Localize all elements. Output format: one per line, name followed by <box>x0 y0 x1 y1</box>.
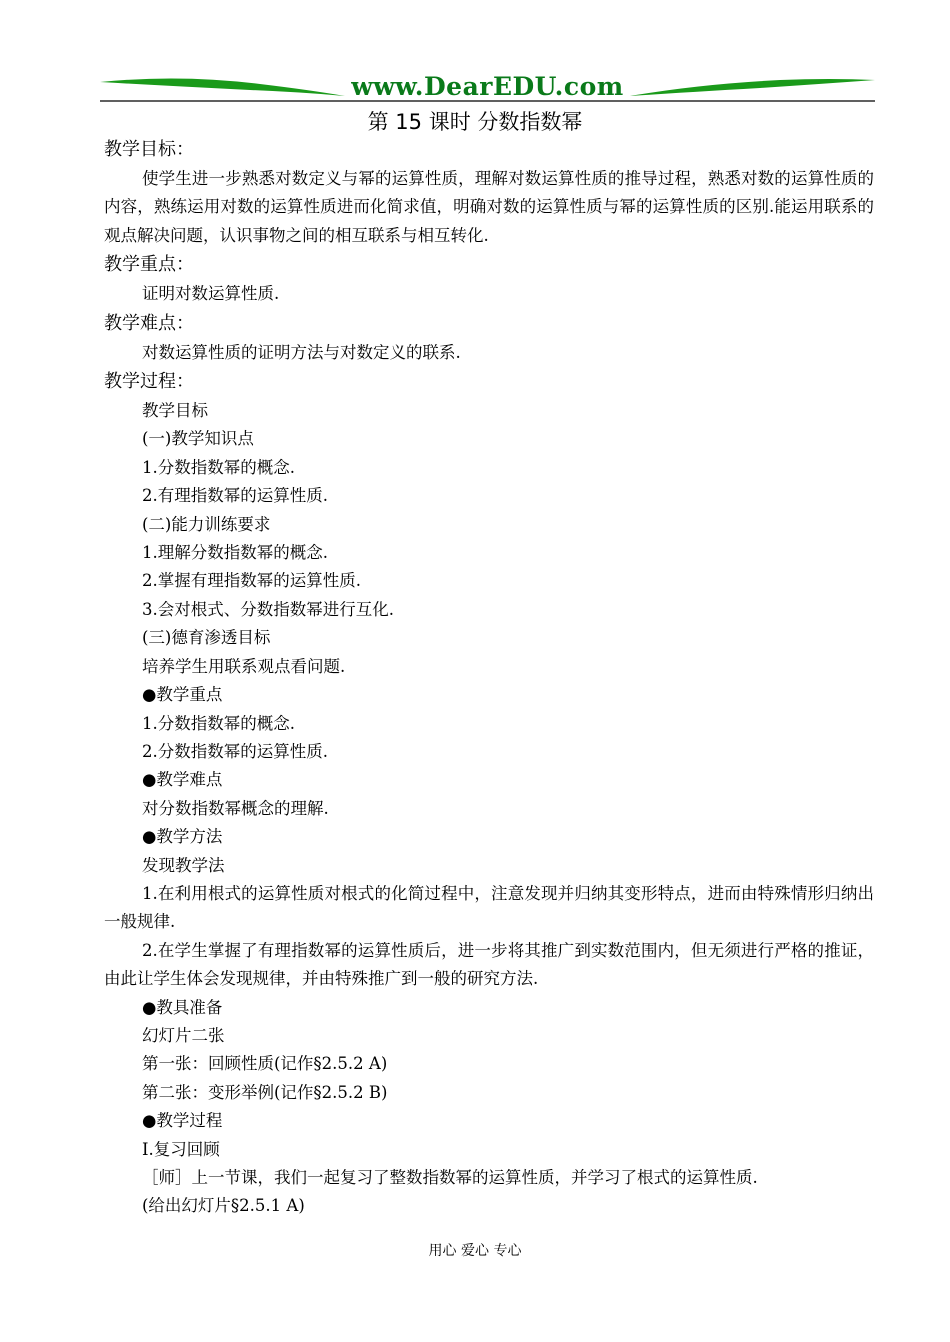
process-line: 2.有理指数幂的运算性质. <box>142 486 328 506</box>
process-line: 1.理解分数指数幂的概念. <box>142 543 328 563</box>
process-line: (给出幻灯片§2.5.1 A) <box>142 1196 305 1216</box>
process-line: 1.分数指数幂的概念. <box>142 713 295 733</box>
process-line: 培养学生用联系观点看问题. <box>142 656 346 676</box>
process-line: (一)教学知识点 <box>142 429 254 449</box>
process-line: ●教学方法 <box>142 827 223 847</box>
process-line: ●教学重点 <box>142 685 223 705</box>
process-line: (三)德育渗透目标 <box>142 628 271 648</box>
process-line: 1.分数指数幂的概念. <box>142 457 295 477</box>
site-name: www.DearEDU.com <box>351 72 624 101</box>
site-header <box>100 70 875 106</box>
process-line: ●教学过程 <box>142 1111 223 1131</box>
process-line: ●教学难点 <box>142 770 223 790</box>
process-line: 第一张：回顾性质(记作§2.5.2 A) <box>142 1054 388 1074</box>
document-body <box>104 135 874 1221</box>
process-paragraph: 2.在学生掌握了有理指数幂的运算性质后，进一步将其推广到实数范围内，但无须进行严格的推证，由此让学生体会发现规律，并由特殊推广到一般的研究方法. <box>104 940 874 989</box>
process-line: 2.分数指数幂的运算性质. <box>142 741 328 761</box>
process-line: 发现教学法 <box>142 855 225 875</box>
process-line: 2.掌握有理指数幂的运算性质. <box>142 571 361 591</box>
process-line: 幻灯片二张 <box>142 1025 225 1045</box>
process-paragraph: 1.在利用根式的运算性质对根式的化简过程中，注意发现并归纳其变形特点，进而由特殊情形归纳出一般规律. <box>104 883 874 932</box>
process-line: Ⅰ.复习回顾 <box>142 1139 220 1159</box>
process-line: 教学目标 <box>142 401 208 421</box>
key-heading: 教学重点： <box>104 254 194 276</box>
process-line: 对分数指数幂概念的理解. <box>142 798 329 818</box>
process-line: 第二张：变形举例(记作§2.5.2 B) <box>142 1082 388 1102</box>
key-text: 证明对数运算性质. <box>142 284 280 304</box>
process-line: (二)能力训练要求 <box>142 514 271 534</box>
process-heading: 教学过程： <box>104 371 194 393</box>
difficulty-heading: 教学难点： <box>104 312 194 334</box>
process-line: ［师］上一节课，我们一起复习了整数指数幂的运算性质，并学习了根式的运算性质. <box>142 1168 758 1187</box>
process-line: ●教具准备 <box>142 997 223 1017</box>
goal-heading: 教学目标： <box>104 139 194 160</box>
goal-text: 使学生进一步熟悉对数定义与幂的运算性质，理解对数运算性质的推导过程，熟悉对数的运算性质的内容，熟练运用对数的运算性质进而化简求值，明确对数的运算性质与幂的运算性质的区别.能运用联系的观点解决问题，认识事物之间的相互联系与相互转化. <box>104 169 874 245</box>
difficulty-text: 对数运算性质的证明方法与对数定义的联系. <box>142 342 461 362</box>
page-title: 第 15 课时 分数指数幂 <box>367 110 583 134</box>
process-line: 3.会对根式、分数指数幂进行互化. <box>142 599 394 619</box>
page-footer: 用心 爱心 专心 <box>428 1243 522 1259</box>
